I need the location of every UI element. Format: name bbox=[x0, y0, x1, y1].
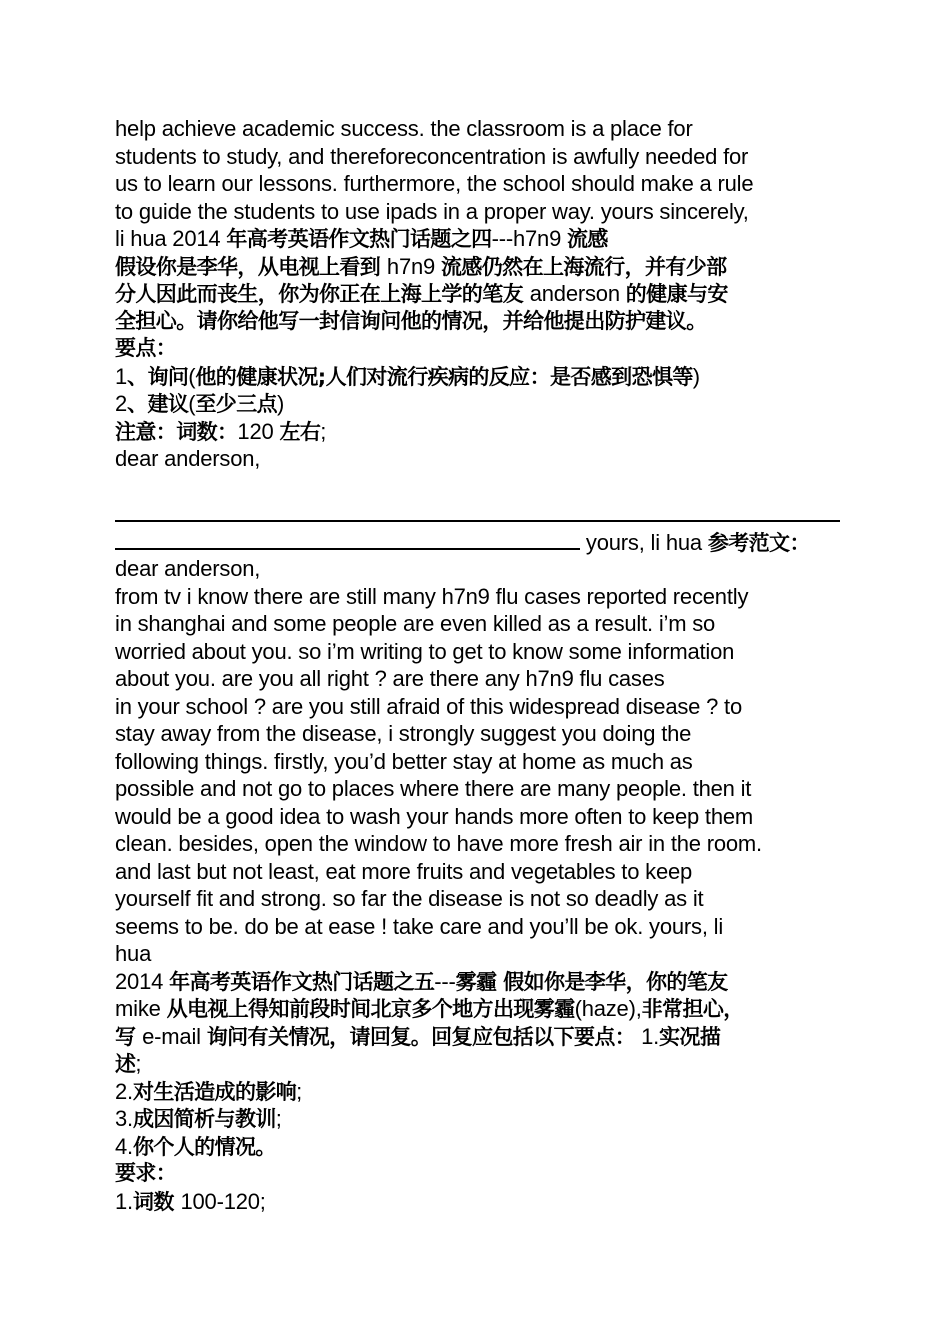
text-run: 参考范文： bbox=[707, 530, 810, 555]
text-run: 从电视上得知前段时间北京多个地方出现雾霾 bbox=[166, 997, 575, 1021]
text-run: 1 bbox=[115, 363, 128, 389]
text-line bbox=[115, 1050, 840, 1078]
text-line: 全担心。请你给他写一封信询问他的情况，并给他提出防护建议。 bbox=[115, 308, 707, 333]
text-line: possible and not go to places where there are many people. then it bbox=[115, 776, 752, 801]
text-run: 3. bbox=[115, 1106, 133, 1131]
text-run: yours, li hua bbox=[580, 529, 708, 555]
text-line: in shanghai and some people are even killed as a result. i’m so bbox=[115, 611, 716, 636]
text-run: 对生活造成的影响 bbox=[132, 1079, 297, 1104]
text-line: help achieve academic success. the classroom is a place for bbox=[115, 116, 693, 141]
text-run: 他的健康状况;人们对流行疾病的反应：是否感到恐惧等 bbox=[195, 364, 693, 389]
text-line bbox=[115, 363, 840, 391]
text-run: 成因简析与教训 bbox=[132, 1107, 276, 1131]
text-run: (haze), bbox=[574, 996, 642, 1021]
document-page bbox=[115, 115, 840, 1215]
text-run: anderson bbox=[529, 281, 626, 306]
text-run: ; bbox=[275, 1106, 282, 1131]
writing-rule bbox=[115, 500, 840, 528]
text-line: following things. firstly, you’d better stay at home as much as bbox=[115, 748, 693, 774]
answer-underline bbox=[115, 500, 840, 522]
text-run: 、询问 bbox=[127, 364, 189, 389]
text-line: from tv i know there are still many h7n9 flu cases reported recently bbox=[115, 583, 749, 609]
text-run: ) bbox=[277, 391, 285, 416]
text-run: 写 bbox=[115, 1024, 143, 1049]
text-run: 非常担心， bbox=[641, 997, 744, 1021]
text-line: us to learn our lessons. furthermore, the school should make a rule bbox=[115, 171, 754, 196]
text-run: 1. bbox=[115, 1188, 133, 1214]
list-item bbox=[115, 1188, 840, 1216]
text-line bbox=[115, 528, 840, 556]
text-run: ( bbox=[188, 363, 196, 389]
list-item bbox=[115, 1105, 840, 1133]
text-line: stay away from the disease, i strongly suggest you doing the bbox=[115, 721, 692, 746]
list-item bbox=[115, 1133, 840, 1161]
text-line: and last but not least, eat more fruits and vegetables to keep bbox=[115, 858, 693, 884]
text-line: would be a good idea to wash your hands more often to keep them bbox=[115, 803, 754, 829]
text-run: 2 bbox=[115, 391, 128, 416]
text-run: 述 bbox=[115, 1052, 136, 1076]
text-run: 100-120; bbox=[180, 1188, 266, 1214]
text-run: 雾霾 假如你是李华，你的笔友 bbox=[455, 969, 728, 994]
text-run: ) bbox=[692, 363, 700, 389]
text-line: students to study, and thereforeconcentration is awfully needed for bbox=[115, 143, 749, 169]
topic-heading-five bbox=[115, 968, 840, 996]
text-run: ; bbox=[320, 418, 327, 444]
text-line: clean. besides, open the window to have more fresh air in the room. bbox=[115, 831, 762, 856]
salutation: dear anderson, bbox=[115, 556, 261, 581]
text-line: worried about you. so i’m writing to get to know some information bbox=[115, 638, 735, 664]
text-run: 1. bbox=[635, 1023, 660, 1049]
text-run: 、建议 bbox=[127, 392, 189, 416]
blank-line bbox=[115, 473, 840, 501]
text-line: 要点： bbox=[115, 336, 177, 360]
text-line bbox=[115, 390, 840, 418]
text-line: about you. are you all right ? are there any h7n9 flu cases bbox=[115, 666, 665, 691]
text-run: 你个人的情况。 bbox=[132, 1134, 276, 1159]
text-run: 分人因此而丧生，你为你正在上海上学的笔友 bbox=[115, 282, 530, 306]
text-run: ; bbox=[135, 1051, 142, 1076]
list-item bbox=[115, 1078, 840, 1106]
text-run: 实况描 bbox=[659, 1024, 721, 1049]
text-run: 120 bbox=[237, 418, 280, 444]
text-run: --- bbox=[434, 968, 456, 994]
text-run: 至少三点 bbox=[195, 392, 277, 416]
text-run: 流感 bbox=[567, 227, 608, 251]
text-line: seems to be. do be at ease ! take care and you’ll be ok. yours, li bbox=[115, 913, 724, 939]
text-run: 词数 bbox=[132, 1189, 181, 1214]
text-run: li hua 2014 bbox=[115, 226, 227, 251]
text-run: 流感仍然在上海流行，并有少部 bbox=[440, 254, 727, 279]
text-line: in your school ? are you still afraid of this widespread disease ? to bbox=[115, 693, 742, 719]
answer-underline bbox=[115, 528, 580, 550]
text-line bbox=[115, 253, 840, 281]
text-line bbox=[115, 1023, 840, 1051]
text-line: 要求： bbox=[115, 1161, 177, 1185]
text-run: 年高考英语作文热门话题之五 bbox=[169, 969, 435, 994]
salutation: dear anderson, bbox=[115, 446, 261, 471]
text-line bbox=[115, 418, 840, 446]
text-line: yourself fit and strong. so far the disease is not so deadly as it bbox=[115, 886, 704, 911]
text-run: ; bbox=[296, 1078, 303, 1104]
text-run: h7n9 bbox=[386, 253, 441, 279]
text-run: 左右 bbox=[279, 419, 321, 444]
text-line: hua bbox=[115, 941, 152, 966]
text-run: 年高考英语作文热门话题之四 bbox=[226, 227, 492, 251]
text-line bbox=[115, 995, 840, 1023]
text-run: 的健康与安 bbox=[625, 282, 728, 306]
text-run: ( bbox=[188, 391, 196, 416]
text-line bbox=[115, 280, 840, 308]
topic-heading-four bbox=[115, 225, 840, 253]
text-run: 2. bbox=[115, 1078, 133, 1104]
text-run: mike bbox=[115, 996, 167, 1021]
text-run: 4. bbox=[115, 1133, 133, 1159]
text-line: to guide the students to use ipads in a proper way. yours sincerely, bbox=[115, 198, 749, 224]
text-run: 询问有关情况，请回复。回复应包括以下要点： bbox=[206, 1024, 636, 1049]
text-run: e-mail bbox=[142, 1023, 207, 1049]
text-run: 2014 bbox=[115, 968, 170, 994]
text-run: 假设你是李华，从电视上看到 bbox=[115, 254, 387, 279]
text-run: 注意：词数： bbox=[115, 419, 238, 444]
text-run: ---h7n9 bbox=[491, 226, 568, 251]
